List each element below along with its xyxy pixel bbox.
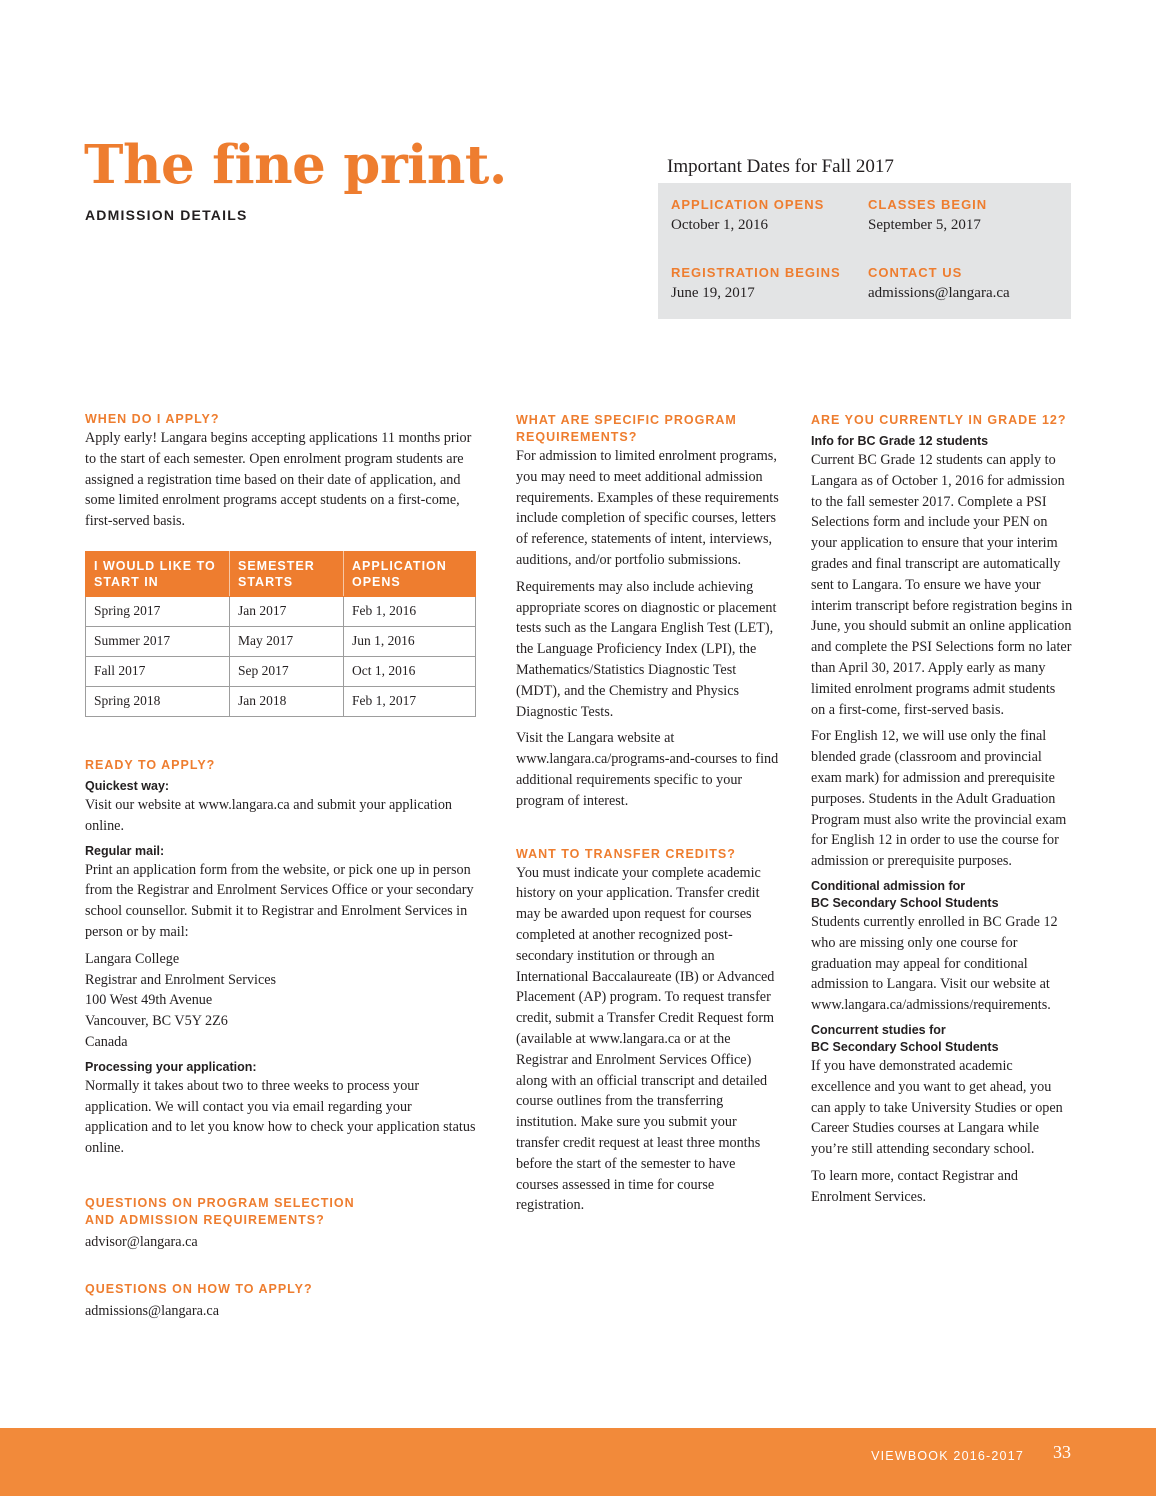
table-row — [86, 656, 476, 686]
footer-bar — [0, 1428, 1156, 1496]
when-heading: WHEN DO I APPLY? — [85, 412, 220, 426]
specific-requirements-heading: WHAT ARE SPECIFIC PROGRAM REQUIREMENTS? — [516, 413, 737, 444]
important-dates-box — [658, 183, 1071, 319]
table-cell: Jan 2017 — [230, 596, 344, 626]
date-value: October 1, 2016 — [671, 217, 769, 233]
table-row — [86, 596, 476, 626]
grade-12-heading: ARE YOU CURRENTLY IN GRADE 12? — [811, 413, 1067, 427]
ready-heading: READY TO APPLY? — [85, 757, 216, 772]
heading-line: QUESTIONS ON PROGRAM SELECTION — [85, 1195, 355, 1210]
label-line: Conditional admission for — [811, 878, 966, 893]
label-line: BC Secondary School Students — [811, 895, 999, 910]
processing-text: Normally it takes about two to three weeks to process your application. We will contact you via email regarding your application and to let you know how to check your application status online. — [85, 1077, 476, 1157]
column-2 — [516, 412, 780, 1222]
page-title: The fine print. — [84, 134, 507, 196]
date-classes-begin — [868, 197, 987, 234]
table-header-row — [86, 551, 476, 596]
table-header: APPLICATION OPENS — [344, 551, 476, 596]
grade-12-text-2: For English 12, we will use only the final blended grade (classroom and provincial exam mark) for admission and prerequisite purposes. Students in the Adult Graduation Program must also write the provincial exam for English 12 in order to use the course for admission or prerequisite purposes. — [811, 728, 1067, 870]
admissions-email-link[interactable]: admissions@langara.ca — [85, 1302, 220, 1319]
table-cell: Spring 2017 — [86, 596, 230, 626]
footer-label: VIEWBOOK 2016-2017 — [871, 1449, 1024, 1463]
date-application-opens — [671, 197, 824, 234]
conditional-admission-text: Students currently enrolled in BC Grade 12 who are missing only one course for graduation may appeal for conditional admission to Langara. Visit our website at www.langara.ca/admissions/requirements. — [811, 913, 1058, 1014]
page-number: 33 — [1053, 1442, 1071, 1462]
program-questions-heading — [85, 1195, 478, 1229]
table-cell: Sep 2017 — [230, 656, 344, 686]
page-subtitle: ADMISSION DETAILS — [85, 207, 248, 223]
conditional-admission-label — [811, 878, 1073, 912]
specific-text-2: Requirements may also include achieving appropriate scores on diagnostic or placement tests such as the Langara English Test (LET), the Language Proficiency Index (LPI), the Mathematics/Statistics Diagnostic Test (MDT), and the Chemistry and Physics Diagnostic Tests. — [516, 578, 777, 720]
table-cell: Feb 1, 2017 — [344, 686, 476, 716]
table-cell: Jun 1, 2016 — [344, 626, 476, 656]
table-cell: Feb 1, 2016 — [344, 596, 476, 626]
table-cell: May 2017 — [230, 626, 344, 656]
mail-label: Regular mail: — [85, 843, 165, 858]
table-row — [86, 686, 476, 716]
table-cell: Fall 2017 — [86, 656, 230, 686]
date-label: REGISTRATION BEGINS — [671, 265, 841, 280]
apply-questions-heading: QUESTIONS ON HOW TO APPLY? — [85, 1281, 313, 1296]
table-row — [86, 626, 476, 656]
date-label: CONTACT US — [868, 265, 963, 280]
date-label: CLASSES BEGIN — [868, 197, 988, 212]
date-value: September 5, 2017 — [868, 217, 981, 233]
processing-label: Processing your application: — [85, 1059, 257, 1074]
column-1 — [85, 411, 478, 1322]
column-3 — [811, 412, 1073, 1214]
important-dates-title: Important Dates for Fall 2017 — [667, 156, 894, 177]
table-cell: Spring 2018 — [86, 686, 230, 716]
quickest-text: Visit our website at www.langara.ca and submit your application online. — [85, 796, 453, 834]
date-label: APPLICATION OPENS — [671, 197, 825, 212]
label-line: BC Secondary School Students — [811, 1039, 999, 1054]
contact-text: To learn more, contact Registrar and Enrolment Services. — [811, 1167, 1019, 1205]
grade-12-info-label: Info for BC Grade 12 students — [811, 434, 989, 448]
specific-text-3: Visit the Langara website at www.langara.ca/programs-and-courses to find additional requirements specific to your program of interest. — [516, 730, 779, 809]
address-line: Registrar and Enrolment Services — [85, 971, 277, 988]
table-cell: Oct 1, 2016 — [344, 656, 476, 686]
date-value: June 19, 2017 — [671, 285, 755, 301]
date-contact-us — [868, 265, 1010, 302]
transfer-text: You must indicate your complete academic history on your application. Transfer credit may be awarded upon request for courses completed at another recognized post-secondary institution or through an International Baccalaureate (IB) or Advanced Placement (AP) program. To request transfer credit, submit a Transfer Credit Request form (available at www.langara.ca or at the Registrar and Enrolment Services Office) along with an official transcript and detailed course outlines from the transferring institution. Make sure you submit your transfer credit request at least three months before the start of the semester to have courses assessed in time for course registration. — [516, 864, 775, 1214]
mailing-address — [85, 949, 478, 1053]
specific-text-1: For admission to limited enrolment programs, you may need to meet additional admission requirements. Examples of these requirements include completion of specific courses, letters of reference, statements of intent, interviews, auditions, and/or portfolio submissions. — [516, 448, 779, 568]
address-line: Langara College — [85, 950, 180, 967]
mail-text: Print an application form from the website, or pick one up in person from the Registrar and Enrolment Services Office or your secondary school counsellor. Submit it to Registrar and Enrolment Services in person or by mail: — [85, 861, 474, 940]
grade-12-text-1: Current BC Grade 12 students can apply to Langara as of October 1, 2016 for admission to the fall semester 2017. Complete a PSI Selections form and include your PEN on your application to ensure that your interim grades and final transcript are automatically sent to Langara. To ensure we have your interim transcript before registration begins in June, you should submit an online application and complete the PSI Selections form no later than April 30, 2017. Apply early as many limited enrolment programs admit students on a first-come, first-served basis. — [811, 452, 1073, 718]
heading-line: AND ADMISSION REQUIREMENTS? — [85, 1212, 325, 1227]
label-line: Concurrent studies for — [811, 1022, 946, 1037]
address-line: 100 West 49th Avenue — [85, 992, 213, 1009]
address-line: Canada — [85, 1033, 128, 1050]
table-cell: Summer 2017 — [86, 626, 230, 656]
quickest-label: Quickest way: — [85, 778, 170, 793]
table-header: SEMESTER STARTS — [230, 551, 344, 596]
advisor-email-link[interactable]: advisor@langara.ca — [85, 1233, 198, 1250]
start-dates-table — [85, 551, 476, 717]
address-line: Vancouver, BC V5Y 2Z6 — [85, 1013, 228, 1030]
when-text: Apply early! Langara begins accepting applications 11 months prior to the start of each semester. Open enrolment program students are assigned a registration time based on their date of application, and some limited enrolment programs accept students on a first-come, first-served basis. — [85, 430, 472, 530]
concurrent-studies-label — [811, 1022, 1073, 1056]
transfer-credits-heading: WANT TO TRANSFER CREDITS? — [516, 846, 736, 861]
table-header: I WOULD LIKE TO START IN — [86, 551, 230, 596]
date-value: admissions@langara.ca — [868, 285, 1010, 301]
concurrent-studies-text: If you have demonstrated academic excellence and you want to get ahead, you can apply to take University Studies or open Career Studies courses at Langara while you’re still attending secondary school. — [811, 1057, 1063, 1158]
date-registration-begins — [671, 265, 841, 302]
table-cell: Jan 2018 — [230, 686, 344, 716]
